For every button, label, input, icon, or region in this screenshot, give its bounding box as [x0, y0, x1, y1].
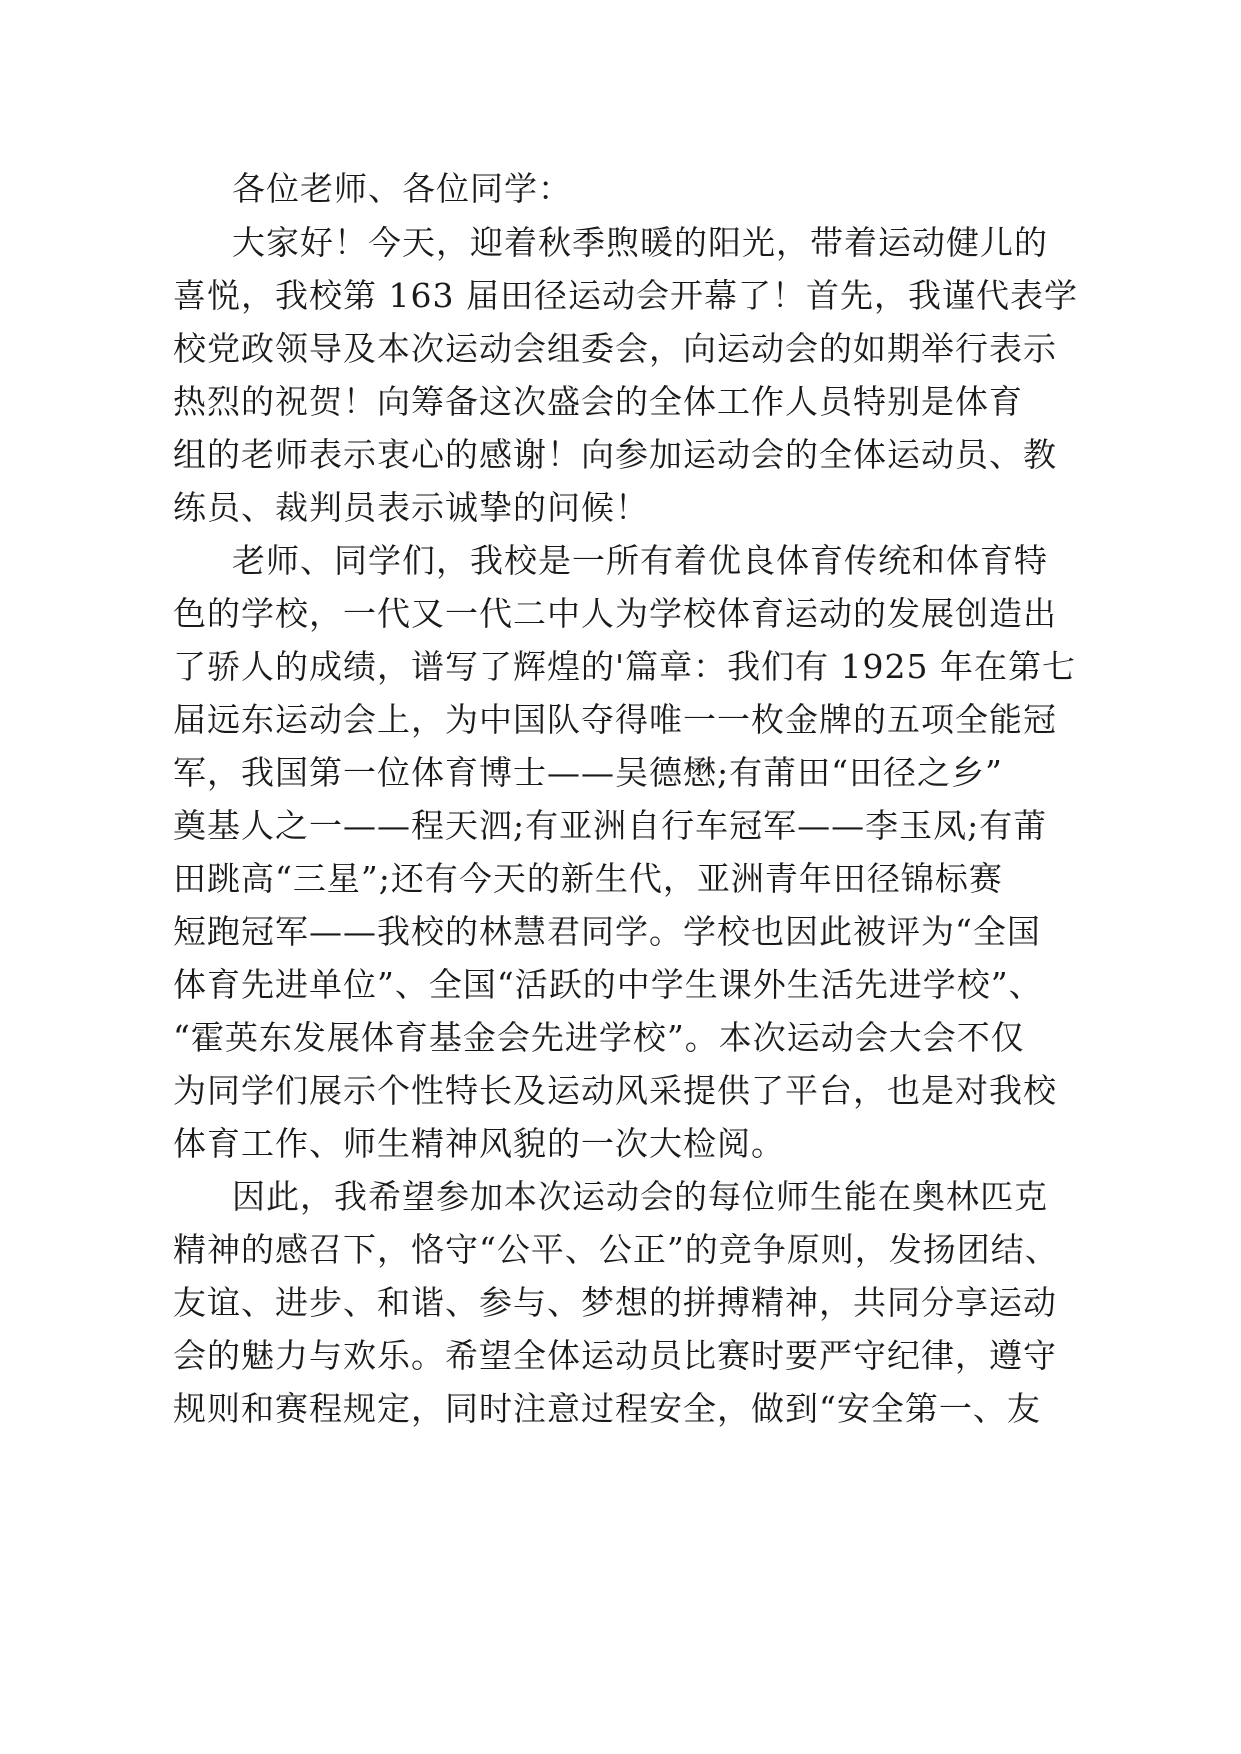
text-line: 色的学校，一代又一代二中人为学校体育运动的发展创造出: [173, 594, 1057, 633]
text-line: 各位老师、各位同学：: [232, 169, 572, 208]
text-line: 会的魅力与欢乐。希望全体运动员比赛时要严守纪律，遵守: [173, 1336, 1057, 1375]
text-line: “霍英东发展体育基金会先进学校”。本次运动会大会不仅: [173, 1018, 1025, 1057]
text-line: 友谊、进步、和谐、参与、梦想的拼搏精神，共同分享运动: [173, 1283, 1057, 1322]
text-line: 奠基人之一——程天泗;有亚洲自行车冠军——李玉凤;有莆: [173, 806, 1048, 845]
text-line: 大家好！今天，迎着秋季煦暖的阳光，带着运动健儿的: [232, 223, 1048, 262]
text-line: 田跳高“三星”;还有今天的新生代，亚洲青年田径锦标赛: [173, 859, 1003, 898]
text-line: 练员、裁判员表示诚挚的问候！: [173, 488, 649, 527]
text-line: 规则和赛程规定，同时注意过程安全，做到“安全第一、友: [173, 1389, 1041, 1428]
text-line: 校党政领导及本次运动会组委会，向运动会的如期举行表示: [173, 329, 1057, 368]
text-line: 热烈的祝贺！向筹备这次盛会的全体工作人员特别是体育: [173, 382, 1023, 421]
text-line: 了骄人的成绩，谱写了辉煌的'篇章：我们有 1925 年在第七: [173, 647, 1077, 686]
text-line: 短跑冠军——我校的林慧君同学。学校也因此被评为“全国: [173, 912, 1041, 951]
text-line: 老师、同学们，我校是一所有着优良体育传统和体育特: [232, 541, 1048, 580]
text-line: 因此，我希望参加本次运动会的每位师生能在奥林匹克: [232, 1177, 1048, 1216]
text-line: 组的老师表示衷心的感谢！向参加运动会的全体运动员、教: [173, 435, 1057, 474]
text-line: 体育工作、师生精神风貌的一次大检阅。: [173, 1124, 785, 1163]
text-line: 精神的感召下，恪守“公平、公正”的竞争原则，发扬团结、: [173, 1230, 1059, 1269]
text-line: 喜悦，我校第 163 届田径运动会开幕了！首先，我谨代表学: [173, 276, 1078, 315]
text-line: 军，我国第一位体育博士——吴德懋;有莆田“田径之乡”: [173, 753, 1003, 792]
text-line: 体育先进单位”、全国“活跃的中学生课外生活先进学校”、: [173, 965, 1043, 1004]
text-line: 为同学们展示个性特长及运动风采提供了平台，也是对我校: [173, 1071, 1057, 1110]
text-line: 届远东运动会上，为中国队夺得唯一一枚金牌的五项全能冠: [173, 700, 1057, 739]
